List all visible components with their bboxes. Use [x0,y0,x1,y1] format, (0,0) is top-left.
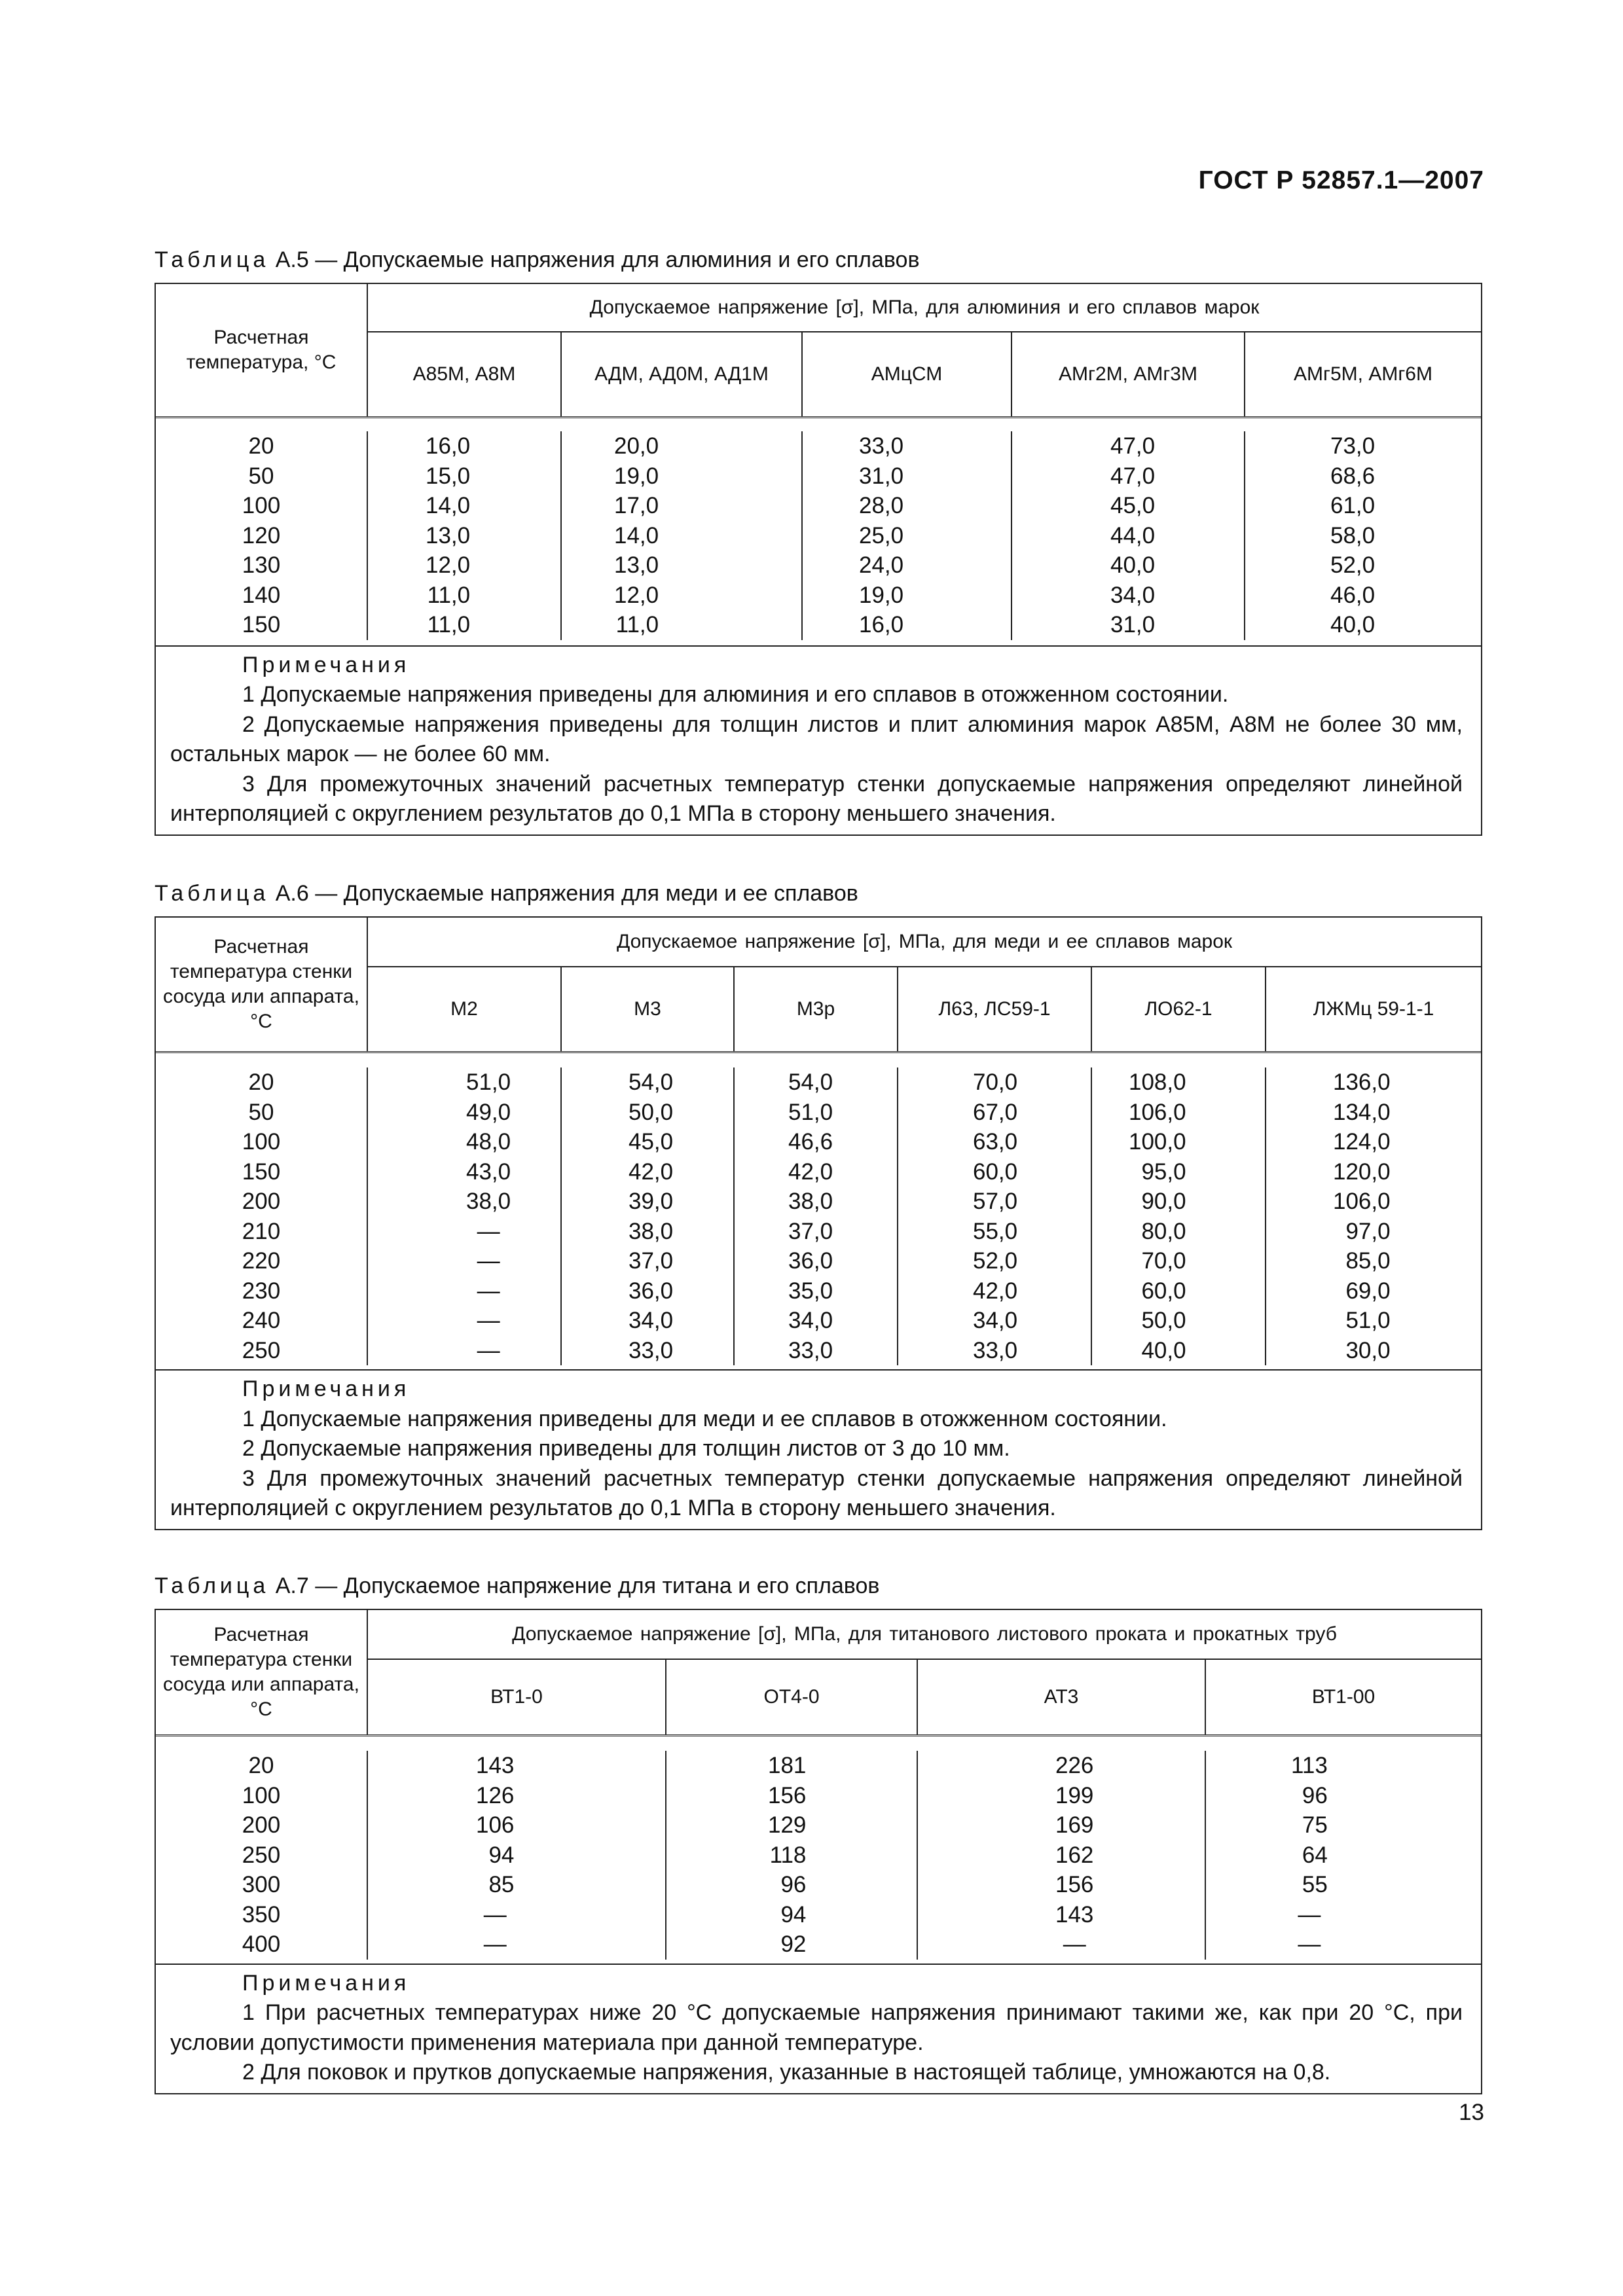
temperature-cell: 150 [242,612,281,637]
temperature-cell: 210 [242,1218,281,1244]
value-cell: 31,0 [1110,612,1156,637]
grade-header: АМг5М, АМг6М [1294,363,1432,385]
temperature-cell: 20 [248,433,274,459]
corner-header: Расчетная температура, °С [156,284,368,416]
temperature-cell: 300 [242,1872,281,1897]
document-id: ГОСТ Р 52857.1—2007 [1198,166,1484,194]
value-cell: — [483,1901,507,1928]
value-cell: 30,0 [1345,1337,1391,1363]
grade-header: АМг2М, АМг3М [1012,332,1245,416]
value-cell: 34,0 [1110,582,1156,608]
grade-header: Л63, ЛС59-1 [898,967,1092,1051]
value-column [1206,1751,1481,1960]
value-cell: 55 [1302,1872,1328,1897]
value-column [666,1751,918,1960]
value-cell: 162 [1055,1842,1094,1868]
grade-header: ЛО62-1 [1092,967,1266,1051]
value-cell: 40,0 [1141,1337,1186,1363]
value-cell: 19,0 [614,463,659,489]
temperature-column [156,1751,368,1960]
temperature-cell: 220 [242,1248,281,1274]
grade-header: М3р [735,967,898,1051]
value-cell: 108,0 [1129,1069,1186,1095]
value-cell: 54,0 [629,1069,674,1095]
value-cell: 25,0 [859,522,904,548]
value-cell: 12,0 [614,582,659,608]
value-cell: — [1298,1931,1321,1957]
value-column [368,431,562,640]
page-number: 13 [1459,2100,1484,2125]
value-cell: 80,0 [1141,1218,1186,1244]
note-2: 2 Для поковок и прутков допускаемые напряжения, указанные в настоящей таблице, умножаются на 0,8. [242,2060,1331,2085]
value-cell: 90,0 [1141,1189,1186,1214]
value-cell: 57,0 [973,1189,1018,1214]
value-cell: 226 [1055,1753,1094,1778]
value-cell: 85 [488,1872,515,1897]
grade-header: АТ3 [918,1660,1206,1734]
value-cell: — [477,1308,500,1333]
value-cell: 45,0 [629,1129,674,1155]
value-cell: 42,0 [629,1158,674,1185]
value-cell: 156 [1055,1872,1094,1897]
grade-header: М3 [562,967,735,1051]
value-cell: 24,0 [859,552,904,578]
value-cell: 120,0 [1333,1158,1391,1185]
grade-header: ВТ1-0 [368,1660,666,1734]
value-cell: 94 [488,1842,515,1868]
value-cell: 11,0 [427,582,471,608]
span-header: Допускаемое напряжение [σ], МПа, для титанового листового проката и прокатных труб [368,1610,1481,1660]
value-cell: 35,0 [788,1278,833,1304]
note-2: 2 Допускаемые напряжения приведены для толщин листов от 3 до 10 мм. [242,1436,1010,1461]
value-cell: 15,0 [426,463,471,489]
corner-header: Расчетная температура стенки сосуда или аппарата, °С [156,918,368,1051]
value-cell: 92 [780,1931,807,1957]
value-cell: 51,0 [466,1069,511,1095]
temperature-cell: 130 [242,552,281,578]
value-cell: 36,0 [629,1278,674,1304]
value-cell: 13,0 [426,522,471,548]
caption-text: А.6 — Допускаемые напряжения для меди и ее сплавов [269,881,858,906]
value-column [562,431,803,640]
value-cell: 33,0 [629,1337,674,1363]
temperature-cell: 120 [242,522,281,548]
caption-prefix: Таблица [155,881,270,906]
value-cell: 69,0 [1345,1278,1391,1304]
value-cell: 11,0 [427,612,471,637]
table-a6-notes [156,1371,1481,1529]
temperature-cell: 150 [242,1158,281,1185]
value-column [918,1751,1206,1960]
value-cell: 49,0 [466,1099,511,1125]
temperature-column [156,1067,368,1365]
value-cell: 31,0 [859,463,904,489]
value-cell: 51,0 [1345,1308,1391,1333]
value-cell: 36,0 [788,1248,833,1274]
value-cell: 181 [768,1753,807,1778]
span-header: Допускаемое напряжение [σ], МПа, для меди и ее сплавов марок [368,918,1481,967]
temperature-cell: 250 [242,1337,281,1363]
note-1: 1 Допускаемые напряжения приведены для меди и ее сплавов в отожженном состоянии. [242,1406,1167,1431]
note-3: 3 Для промежуточных значений расчетных температур стенки допускаемые напряжения определяют линейной интерполяцией с округлением результатов до 0,1 МПа в сторону меньшего значения. [170,771,1463,826]
value-cell: — [477,1337,500,1363]
value-cell: 38,0 [466,1189,511,1214]
value-cell: 12,0 [426,552,471,578]
value-cell: 106 [476,1812,515,1838]
value-column [368,1067,562,1365]
table-a5 [155,283,1482,836]
value-cell: 61,0 [1330,493,1376,518]
table-a6-caption [155,881,858,906]
value-cell: 38,0 [629,1218,674,1244]
value-cell: 42,0 [973,1278,1018,1304]
value-cell: 50,0 [629,1099,674,1125]
value-cell: 52,0 [973,1248,1018,1274]
table-a7-body [156,1736,1481,1965]
value-cell: 13,0 [614,552,659,578]
value-cell: 70,0 [1141,1248,1186,1274]
value-cell: 96 [1302,1782,1328,1808]
temperature-cell: 200 [242,1189,281,1214]
notes-title: Примечания [242,1970,410,1996]
notes-title: Примечания [242,652,410,677]
grade-header: АМцСМ [803,332,1012,416]
value-column [898,1067,1092,1365]
value-cell: 60,0 [973,1158,1018,1185]
table-a5-header [156,284,1481,418]
value-cell: 45,0 [1110,493,1156,518]
value-cell: — [477,1248,500,1274]
value-cell: — [483,1931,507,1957]
value-cell: 64 [1302,1842,1328,1868]
value-cell: 113 [1291,1753,1328,1778]
note-2: 2 Допускаемые напряжения приведены для толщин листов и плит алюминия марок А85М, А8М не более 30 мм, остальных марок — не более 60 мм. [170,711,1463,766]
value-cell: 68,6 [1330,463,1376,489]
value-column [1092,1067,1266,1365]
value-cell: 39,0 [629,1189,674,1214]
value-cell: 58,0 [1330,522,1376,548]
value-cell: 44,0 [1110,522,1156,548]
value-cell: 43,0 [466,1158,511,1185]
value-cell: 106,0 [1333,1189,1391,1214]
table-a6-body [156,1053,1481,1371]
value-cell: 17,0 [614,493,659,518]
value-cell: 55,0 [973,1218,1018,1244]
temperature-cell: 140 [242,582,281,608]
value-cell: 136,0 [1333,1069,1391,1095]
grade-header: А85М, А8М [368,332,562,416]
value-cell: 16,0 [859,612,904,637]
value-cell: 199 [1055,1782,1094,1808]
table-a6 [155,916,1482,1530]
value-cell: 16,0 [426,433,471,459]
value-cell: 75 [1302,1812,1328,1838]
value-cell: 129 [768,1812,807,1838]
value-cell: — [477,1278,500,1304]
temperature-cell: 200 [242,1812,281,1838]
table-a7-caption [155,1573,879,1599]
caption-text: А.7 — Допускаемое напряжение для титана и его сплавов [269,1573,880,1598]
temperature-cell: 240 [242,1308,281,1333]
temperature-cell: 100 [242,1129,281,1155]
value-column [368,1751,666,1960]
note-3: 3 Для промежуточных значений расчетных температур стенки допускаемые напряжения определяют линейной интерполяцией с округлением результатов до 0,1 МПа в сторону меньшего значения. [170,1465,1463,1520]
value-cell: — [1063,1931,1086,1957]
value-cell: 33,0 [859,433,904,459]
table-a5-notes [156,647,1481,834]
caption-text: А.5 — Допускаемые напряжения для алюминия и его сплавов [269,247,920,272]
value-cell: 73,0 [1330,433,1376,459]
corner-header: Расчетная температура стенки сосуда или аппарата, °С [156,1610,368,1734]
value-cell: 33,0 [788,1337,833,1363]
value-column [803,431,1012,640]
temperature-cell: 50 [248,463,274,489]
grade-header: ОТ4-0 [666,1660,918,1734]
value-cell: 60,0 [1141,1278,1186,1304]
table-a5-caption [155,247,920,273]
value-cell: 37,0 [788,1218,833,1244]
value-cell: 94 [780,1901,807,1928]
value-column [1266,1067,1481,1365]
value-cell: 46,6 [788,1129,833,1155]
value-cell: 63,0 [973,1129,1018,1155]
grade-header: ЛЖМц 59-1-1 [1313,998,1434,1020]
value-cell: 118 [769,1842,807,1868]
temperature-cell: 100 [242,1782,281,1808]
value-cell: 28,0 [859,493,904,518]
value-cell: 156 [768,1782,807,1808]
temperature-cell: 350 [242,1901,281,1928]
value-cell: 34,0 [629,1308,674,1333]
value-cell: 126 [476,1782,515,1808]
value-cell: 85,0 [1345,1248,1391,1274]
value-cell: 33,0 [973,1337,1018,1363]
value-cell: 42,0 [788,1158,833,1185]
value-cell: 169 [1055,1812,1094,1838]
value-cell: 11,0 [615,612,659,637]
value-cell: 143 [476,1753,515,1778]
temperature-cell: 230 [242,1278,281,1304]
value-cell: 14,0 [614,522,659,548]
value-cell: — [1298,1901,1321,1928]
value-cell: 34,0 [973,1308,1018,1333]
value-cell: 40,0 [1110,552,1156,578]
temperature-cell: 20 [248,1069,274,1095]
value-cell: 14,0 [426,493,471,518]
note-1: 1 При расчетных температурах ниже 20 °С допускаемые напряжения принимают такими же, как при 20 °С, при условии допустимости применения материала при данной температуре. [170,2000,1463,2055]
table-a7-header [156,1610,1481,1736]
value-cell: 96 [780,1872,807,1897]
value-cell: 38,0 [788,1189,833,1214]
caption-prefix: Таблица [155,1573,270,1598]
temperature-cell: 100 [242,493,281,518]
value-cell: 100,0 [1129,1129,1186,1155]
value-cell: 54,0 [788,1069,833,1095]
value-cell: 19,0 [859,582,904,608]
value-cell: 97,0 [1345,1218,1391,1244]
value-cell: — [477,1218,500,1244]
value-cell: 106,0 [1129,1099,1186,1125]
value-column [1012,431,1245,640]
value-cell: 20,0 [614,433,659,459]
value-column [735,1067,898,1365]
value-cell: 46,0 [1330,582,1376,608]
value-cell: 52,0 [1330,552,1376,578]
grade-header: М2 [368,967,562,1051]
value-cell: 95,0 [1141,1158,1186,1185]
value-cell: 47,0 [1110,433,1156,459]
value-cell: 51,0 [788,1099,833,1125]
value-cell: 124,0 [1333,1129,1391,1155]
temperature-cell: 250 [242,1842,281,1868]
value-cell: 134,0 [1333,1099,1391,1125]
temperature-cell: 400 [242,1931,281,1957]
value-cell: 143 [1055,1901,1094,1928]
value-cell: 50,0 [1141,1308,1186,1333]
temperature-cell: 50 [248,1099,274,1125]
table-a7-notes [156,1965,1481,2093]
temperature-column [156,431,368,640]
table-a5-body [156,418,1481,647]
value-cell: 47,0 [1110,463,1156,489]
table-a6-header [156,918,1481,1053]
value-cell: 48,0 [466,1129,511,1155]
grade-header: АДМ, АД0М, АД1М [562,332,803,416]
caption-prefix: Таблица [155,247,270,272]
value-column [1245,431,1481,640]
value-cell: 70,0 [973,1069,1018,1095]
note-1: 1 Допускаемые напряжения приведены для алюминия и его сплавов в отожженном состоянии. [242,682,1229,707]
table-a7 [155,1609,1482,2094]
grade-header: ВТ1-00 [1311,1686,1376,1708]
value-cell: 67,0 [973,1099,1018,1125]
value-cell: 40,0 [1330,612,1376,637]
value-cell: 37,0 [629,1248,674,1274]
notes-title: Примечания [242,1376,410,1401]
span-header: Допускаемое напряжение [σ], МПа, для алюминия и его сплавов марок [368,284,1481,332]
value-cell: 34,0 [788,1308,833,1333]
temperature-cell: 20 [248,1753,274,1778]
value-column [562,1067,735,1365]
